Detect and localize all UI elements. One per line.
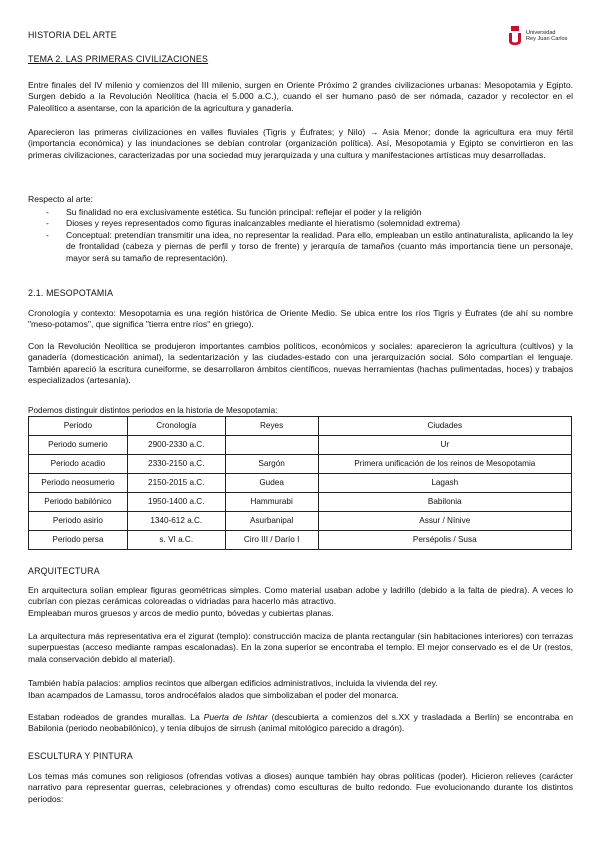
logo-text <box>526 30 567 42</box>
table-cell: s. VI a.C. <box>127 531 225 550</box>
arquitectura-paragraph-3b: Iban acampados de Lamassu, toros androcéfalos alados que simbolizaban el poder del monarca. <box>28 690 399 700</box>
table-cell: 2150-2015 a.C. <box>127 474 225 493</box>
table-cell: 1340-612 a.C. <box>127 512 225 531</box>
mesopotamia-paragraph-2: Con la Revolución Neolítica se produjeron importantes cambios políticos, económicos y sociales: aparecieron la agricultura (cultivos) y la ganadería (domesticación animal), la sedentarización y las ciudades-estado con una jerarquización social. Sólo compartían el lenguaje. También apareció la escritura cuneiforme, se desarrollaron ámbitos científicos, nuevas herramientas (hachas pulimentadas, hoces) y trabajos especializados (artesanía). <box>28 341 573 386</box>
arquitectura-paragraph-2: La arquitectura más representativa era el zigurat (templo): construcción maciza de planta rectangular (sin habitaciones interiores) con terrazas superpuestas (acceso mediante rampas escalonadas). En la zona superior se encontraba el templo. El mejor conservado es el de Ur (restos, mala conservación debido al material). <box>28 631 573 664</box>
table-row <box>29 436 572 455</box>
table-cell: Periodo asirio <box>29 512 128 531</box>
table-cell: Assur / Nínive <box>318 512 571 531</box>
intro-paragraph-2: Aparecieron las primeras civilizaciones en valles fluviales (Tigris y Éufrates; y Nilo) → Asia Menor; donde la agricultura era muy fértil (importancia económica) y las inundaciones se debían controlar (organización política). Así, Mesopotamia y Egipto se convirtieron en las primeras civilizaciones, caracterizadas por una sociedad muy jerarquizada y una cultura y manifestaciones artísticas muy desarrolladas. <box>28 127 573 160</box>
table-cell: Sargón <box>225 455 318 474</box>
table-cell: Babilonia <box>318 493 571 512</box>
table-cell <box>225 436 318 455</box>
puerta-ishtar-emphasis: Puerta de Ishtar <box>203 712 268 722</box>
table-row <box>29 493 572 512</box>
table-cell: Periodo acadio <box>29 455 128 474</box>
arquitectura-paragraph-3a: También había palacios: amplios recintos que albergan edificios administrativos, incluida la vivienda del rey. <box>28 678 438 688</box>
table-cell: 1950-1400 a.C. <box>127 493 225 512</box>
table-cell: Gudea <box>225 474 318 493</box>
mesopotamia-heading: 2.1. MESOPOTAMIA <box>28 288 114 298</box>
arquitectura-paragraph-1b: Empleaban muros gruesos y arcos de medio punto, bóvedas y cubiertas planas. <box>28 608 334 618</box>
arte-bullet-list <box>28 207 573 264</box>
table-cell: Persépolis / Susa <box>318 531 571 550</box>
table-cell: 2900-2330 a.C. <box>127 436 225 455</box>
table-header-row <box>29 417 572 436</box>
logo-line-1: Universidad <box>526 29 556 36</box>
table-header-cell: Periodo <box>29 417 128 436</box>
puerta-text-before: Estaban rodeados de grandes murallas. La <box>28 712 204 722</box>
table-caption: Podemos distinguir distintos periodos en la historia de Mesopotamia: <box>28 406 278 415</box>
table-row <box>29 512 572 531</box>
table-cell: Periodo neosumerio <box>29 474 128 493</box>
logo-line-2: Rey Juan Carlos <box>526 36 568 42</box>
table-cell: Periodo persa <box>29 531 128 550</box>
table-cell: Ur <box>318 436 571 455</box>
table-header-cell: Reyes <box>225 417 318 436</box>
periods-table <box>28 416 572 550</box>
table-cell: Asurbanipal <box>225 512 318 531</box>
table-cell: 2330-2150 a.C. <box>127 455 225 474</box>
urjc-logo-icon <box>508 26 522 46</box>
intro-paragraph-1: Entre finales del IV milenio y comienzos del III milenio, surgen en Oriente Próximo 2 grandes civilizaciones urbanas: Mesopotamia y Egipto. Surgen debido a la Revolución Neolítica (hacia el 5.000 a.C.), cuando el ser humano pasó de ser nómada, cazador y recolector en el Paleolítico a asentarse, con la aparición de la agricultura y ganadería. <box>28 80 573 113</box>
university-logo <box>508 26 567 46</box>
mesopotamia-paragraph-1: Cronología y contexto: Mesopotamia es una región histórica de Oriente Medio. Se ubica entre los ríos Tigris y Éufrates (de ahí su nombre "meso-potamos", que significa "tierra entre ríos" en griego). <box>28 308 573 330</box>
list-item: - Conceptual: pretendían transmitir una idea, no representar la realidad. Para ello, empleaban un estilo antinaturalista, aplicando la ley de frontalidad (cabeza y piernas de perfil y torso de frente) y jerarquía de tamaños (cuanto más importancia tiene un personaje, mayor será su tamaño de representación). <box>28 230 573 264</box>
table-cell: Hammurabi <box>225 493 318 512</box>
table-header-cell: Cronología <box>127 417 225 436</box>
arquitectura-paragraph-4 <box>28 712 573 735</box>
escultura-heading: ESCULTURA Y PINTURA <box>28 751 133 761</box>
puerta-text-after: (descubierta a comienzos del s.XX y trasladada a Berlín) se encontraba en Babilonia (periodo neobabilónico), y tenía dibujos de sirrush (animal mitológico parecido a dragón). <box>28 712 573 734</box>
arquitectura-heading: ARQUITECTURA <box>28 566 100 576</box>
table-cell: Periodo sumerio <box>29 436 128 455</box>
escultura-paragraph-1: Los temas más comunes son religiosos (ofrendas votivas a dioses) aunque también hay obras políticas (poder). Hicieron relieves (carácter narrativo para representar guerras, celebraciones y ofrendas) como esculturas de bulto redondo. Fue evolucionando durante los distintos periodos: <box>28 771 573 804</box>
respecto-label: Respecto al arte: <box>28 194 93 204</box>
table-cell: Periodo babilónico <box>29 493 128 512</box>
table-cell: Ciro III / Darío I <box>225 531 318 550</box>
table-cell: Primera unificación de los reinos de Mesopotamia <box>318 455 571 474</box>
table-row <box>29 531 572 550</box>
table-row <box>29 474 572 493</box>
table-header-cell: Ciudades <box>318 417 571 436</box>
list-item: - Su finalidad no era exclusivamente estética. Su función principal: reflejar el poder y la religión <box>28 207 573 218</box>
arquitectura-paragraph-1a: En arquitectura solían emplear figuras geométricas simples. Como material usaban adobe y ladrillo (debido a la falta de piedra). A veces lo cubrían con piezas cerámicas coloreadas o vidriadas para hacerlo más atractivo. <box>28 585 573 607</box>
list-item: - Dioses y reyes representados como figuras inalcanzables mediante el hieratismo (solemnidad extrema) <box>28 218 573 229</box>
tema-title: TEMA 2. LAS PRIMERAS CIVILIZACIONES <box>28 54 209 64</box>
table-cell: Lagash <box>318 474 571 493</box>
document-header-title: HISTORIA DEL ARTE <box>28 30 117 40</box>
table-row <box>29 455 572 474</box>
